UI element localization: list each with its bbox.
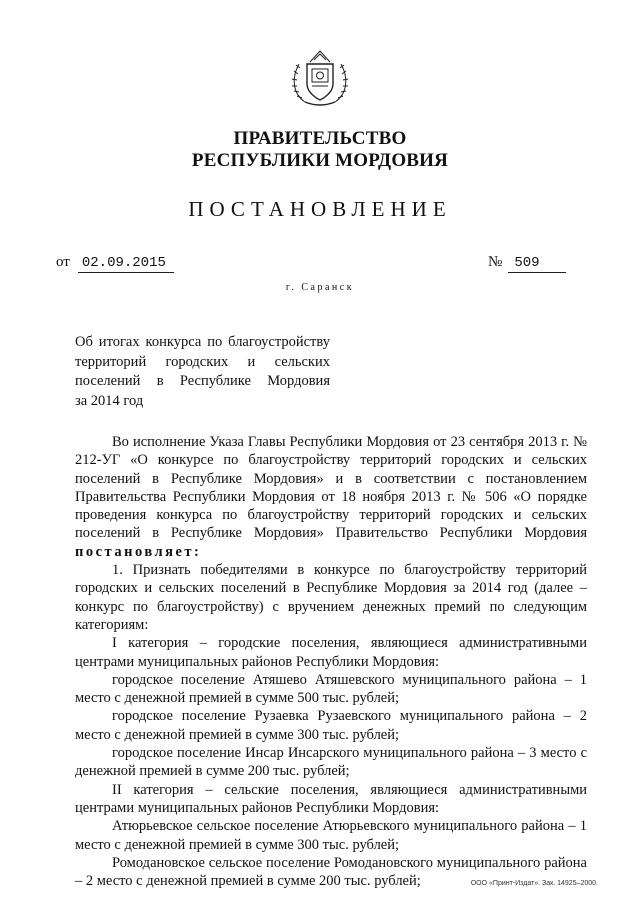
document-subject xyxy=(75,333,330,411)
organization-name-line1: ПРАВИТЕЛЬСТВО xyxy=(233,128,407,149)
category-1-place-3: городское поселение Инсар Инсарского муниципального района – 3 место с денежной премией в сумме 200 тыс. рублей; xyxy=(75,745,587,780)
preamble-paragraph xyxy=(75,433,587,561)
category-2-place-1: Атюрьевское сельское поселение Атюрьевского муниципального района – 1 место с денежной премией в сумме 300 тыс. рублей; xyxy=(75,818,587,853)
document-type-title: ПОСТАНОВЛЕНИЕ xyxy=(188,197,452,221)
decree-word: постановляет: xyxy=(75,543,202,560)
document-date xyxy=(56,254,174,273)
category-2-place-2: Ромодановское сельское поселение Ромодановского муниципального района – 2 место с денежной премией в сумме 200 тыс. рублей; xyxy=(75,854,587,890)
category-2-paragraph: II категория – сельские поселения, являющиеся административными центрами муниципальных районов Республики Мордовия: xyxy=(75,781,587,816)
subject-line: поселений в Республике Мордовия xyxy=(75,373,330,389)
subject-line: Об итогах конкурса по благоустройству xyxy=(75,334,330,350)
document-body xyxy=(75,433,587,890)
coat-of-arms-icon xyxy=(285,48,355,110)
category-1-paragraph: I категория – городские поселения, являющиеся административными центрами муниципальных районов Республики Мордовия: xyxy=(75,635,587,670)
printer-imprint: ООО «Принт-Издат». Зак. 14925–2000. xyxy=(470,880,598,887)
number-prefix: № xyxy=(488,254,503,270)
city-name: г. Саранск xyxy=(285,282,355,293)
item-1-paragraph: 1. Признать победителями в конкурсе по благоустройству территорий городских и сельских поселений в Республике Мордовия за 2014 год (далее – конкурс по благоустройству) с вручением денежных премий по следующим категориям: xyxy=(75,562,587,633)
date-prefix: от xyxy=(56,254,70,270)
preamble-text: Во исполнение Указа Главы Республики Мордовия от 23 сентября 2013 г. № 212-УГ «О конкурсе по благоустройству территорий городских и сельских поселений в Республике Мордовия» и в соответствии с постановлением Правительства Республики Мордовия от 18 ноября 2013 г. № 506 «О порядке проведения конкурса по благоустройству территорий городских и сельских поселений в Республике Мордовия» Правительство Республики Мордовия xyxy=(75,434,587,542)
number-value: 509 xyxy=(508,255,566,273)
subject-line: территорий городских и сельских xyxy=(75,353,330,370)
subject-line: за 2014 год xyxy=(75,392,144,409)
category-1-place-1: городское поселение Атяшево Атяшевского муниципального района – 1 место с денежной премией в сумме 500 тыс. рублей; xyxy=(75,671,587,707)
date-value: 02.09.2015 xyxy=(78,255,174,273)
category-1-place-2: городское поселение Рузаевка Рузаевского муниципального района – 2 место с денежной премией в сумме 300 тыс. рублей; xyxy=(75,708,587,743)
document-number xyxy=(488,254,566,273)
organization-name-line2: РЕСПУБЛИКИ МОРДОВИЯ xyxy=(191,150,449,171)
